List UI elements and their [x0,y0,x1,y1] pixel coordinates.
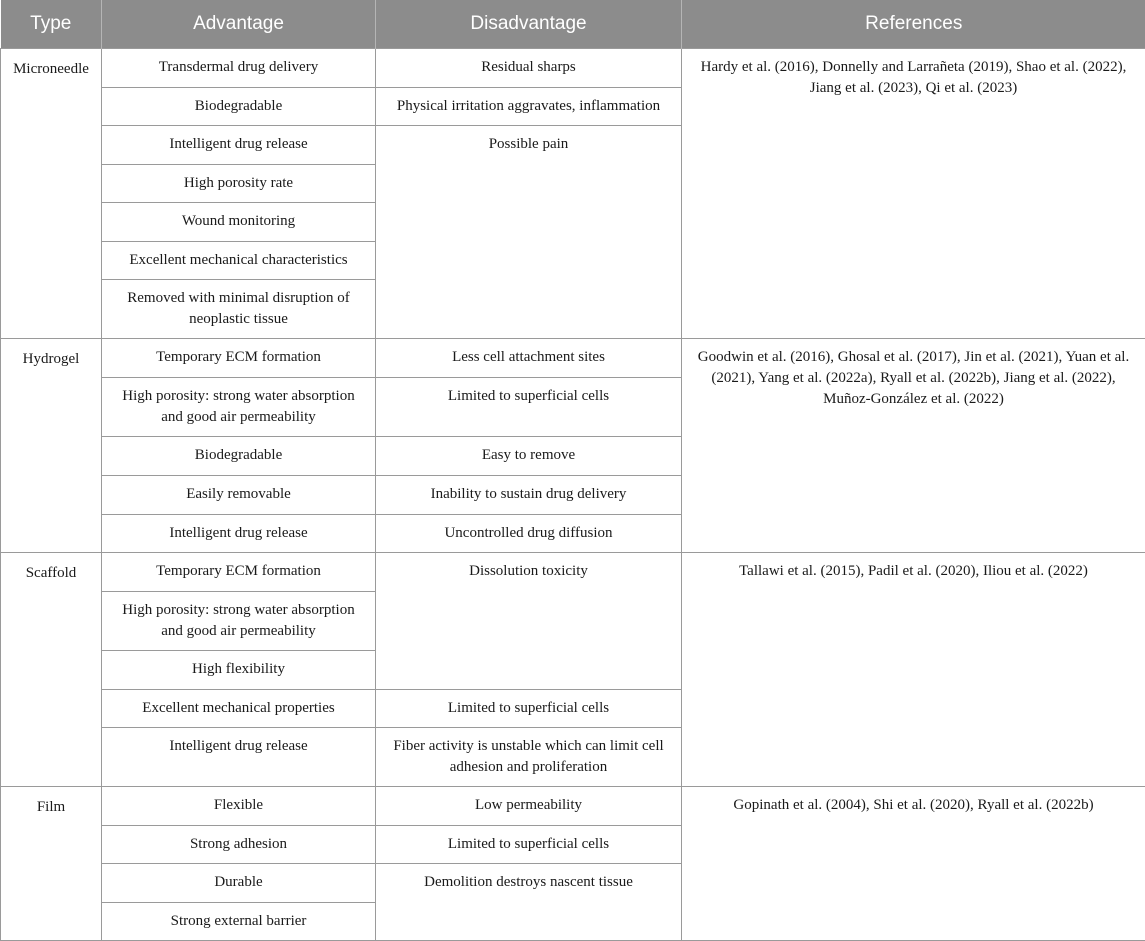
advantage-cell: Easily removable [102,476,376,515]
advantage-cell: Excellent mechanical properties [102,690,376,728]
disadvantage-cell: Limited to superficial cells [376,690,682,728]
references-cell-microneedle: Hardy et al. (2016), Donnelly and Larrañeta (2019), Shao et al. (2022), Jiang et al. (2023), Qi et al. (2023) [682,49,1145,339]
disadvantage-cell: Fiber activity is unstable which can limit cell adhesion and proliferation [376,728,682,787]
table-row [1,553,1145,592]
disadvantage-cell: Dissolution toxicity [376,553,682,690]
table-row [1,787,1145,826]
disadvantage-cell: Demolition destroys nascent tissue [376,864,682,941]
table-row [1,49,1145,88]
header-disadvantage: Disadvantage [376,0,682,49]
advantage-cell: Durable [102,864,376,903]
advantage-cell: High porosity: strong water absorption and good air permeability [102,592,376,651]
disadvantage-cell: Limited to superficial cells [376,826,682,864]
table-row [1,339,1145,378]
advantage-cell: High porosity rate [102,165,376,203]
header-references: References [682,0,1145,49]
references-cell-hydrogel: Goodwin et al. (2016), Ghosal et al. (2017), Jin et al. (2021), Yuan et al. (2021), Yang et al. (2022a), Ryall et al. (2022b), Jiang et al. (2022), Muñoz-González et al. (2022) [682,339,1145,553]
header-type: Type [1,0,102,49]
advantage-cell: Biodegradable [102,88,376,126]
advantage-cell: Biodegradable [102,437,376,476]
references-cell-scaffold: Tallawi et al. (2015), Padil et al. (2020), Iliou et al. (2022) [682,553,1145,787]
table-header [1,0,1145,49]
advantage-cell: High flexibility [102,651,376,690]
header-advantage: Advantage [102,0,376,49]
disadvantage-cell: Limited to superficial cells [376,378,682,437]
advantage-cell: Intelligent drug release [102,515,376,553]
disadvantage-cell: Residual sharps [376,49,682,88]
advantage-cell: Intelligent drug release [102,126,376,165]
advantage-cell: Excellent mechanical characteristics [102,242,376,280]
type-cell-hydrogel: Hydrogel [1,339,102,553]
disadvantage-cell: Inability to sustain drug delivery [376,476,682,515]
advantage-cell: Strong external barrier [102,903,376,941]
disadvantage-cell: Less cell attachment sites [376,339,682,378]
disadvantage-cell: Easy to remove [376,437,682,476]
advantage-cell: High porosity: strong water absorption and good air permeability [102,378,376,437]
type-cell-scaffold: Scaffold [1,553,102,787]
advantage-cell: Strong adhesion [102,826,376,864]
disadvantage-cell: Possible pain [376,126,682,339]
disadvantage-cell: Physical irritation aggravates, inflammation [376,88,682,126]
disadvantage-cell: Uncontrolled drug diffusion [376,515,682,553]
advantage-cell: Transdermal drug delivery [102,49,376,88]
advantage-cell: Flexible [102,787,376,826]
type-cell-microneedle: Microneedle [1,49,102,339]
disadvantage-cell: Low permeability [376,787,682,826]
advantage-cell: Temporary ECM formation [102,339,376,378]
advantage-cell: Wound monitoring [102,203,376,242]
references-cell-film: Gopinath et al. (2004), Shi et al. (2020), Ryall et al. (2022b) [682,787,1145,941]
advantage-cell: Temporary ECM formation [102,553,376,592]
advantage-cell: Removed with minimal disruption of neoplastic tissue [102,280,376,339]
type-cell-film: Film [1,787,102,941]
advantage-cell: Intelligent drug release [102,728,376,787]
